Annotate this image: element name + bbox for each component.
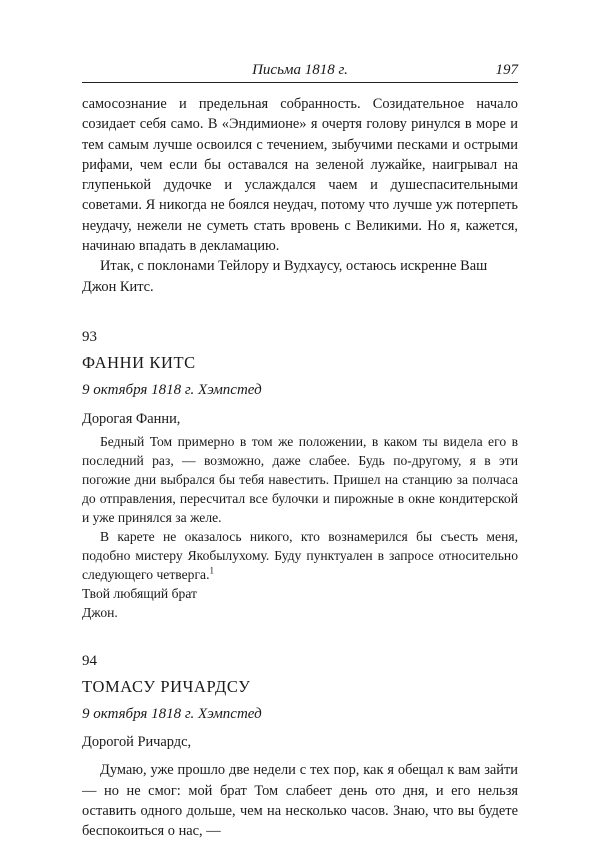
footnote-marker: 1 (209, 565, 214, 576)
letter-number: 93 (82, 328, 97, 345)
paragraph-text: В карете не оказалось никого, кто вознамерился бы съесть меня, подобно мистеру Якобылухому. Буду пунктуален в запросе относительно следующего четверга. (82, 529, 518, 583)
body-paragraph: самосознание и предельная собранность. Созидательное начало созидает себя само. В «Эндимионе» я очертя голову ринулся в море и тем самым лучше освоился с течением, зыбучими песками и острыми рифами, чем если бы оставался на зеленой лужайке, наигрывал на глупенькой дудочке и услаждался чаем и душеспасительными советами. Я никогда не боялся неудач, потому что лучше уж потерпеть неудачу, нежели не суметь стать вровень с Великими. Но я, кажется, начинаю впадать в декламацию. (82, 96, 518, 255)
letter-date-place: 9 октября 1818 г. Хэмпстед (82, 705, 262, 722)
letter-salutation: Дорогой Ричардс, (82, 734, 192, 751)
header-rule (82, 82, 518, 83)
letter-salutation: Дорогая Фанни, (82, 410, 181, 427)
previous-letter-ending (82, 94, 518, 297)
letter-93 (82, 327, 518, 622)
body-paragraph (82, 527, 518, 584)
letter-closing: Твой любящий брат (82, 586, 197, 602)
letter-recipient: ФАННИ КИТС (82, 353, 196, 373)
letter-94 (82, 651, 518, 841)
page-number: 197 (495, 62, 518, 78)
letter-signature: Джон. (82, 605, 118, 621)
letter-date-place: 9 октября 1818 г. Хэмпстед (82, 381, 262, 398)
body-paragraph: Думаю, уже прошло две недели с тех пор, как я обещал к вам зайти — но не смог: мой брат Том слабеет день ото дня, и его нельзя оставить одного дольше, чем на несколько часов. Знаю, что вы будете беспокоиться о нас, — (82, 762, 518, 840)
letter-closing: Итак, с поклонами Тейлору и Вудхаусу, остаюсь искренне Ваш (100, 258, 488, 275)
running-title: Письма 1818 г. (252, 62, 348, 78)
body-paragraph: Бедный Том примерно в том же положении, в каком ты видела его в последний раз, — возможно, даже слабее. Будь по-другому, я в эти погожие дни выбрался бы тебя навестить. Пришел на станцию за полчаса до отправления, пересчитал все булочки и пирожные в окне кондитерской и уже принялся за желе. (82, 434, 518, 526)
letter-number: 94 (82, 653, 97, 670)
letter-signature: Джон Китс. (82, 278, 154, 295)
page-body (82, 94, 518, 842)
page-header (82, 60, 518, 82)
letter-recipient: ТОМАСУ РИЧАРДСУ (82, 677, 251, 697)
